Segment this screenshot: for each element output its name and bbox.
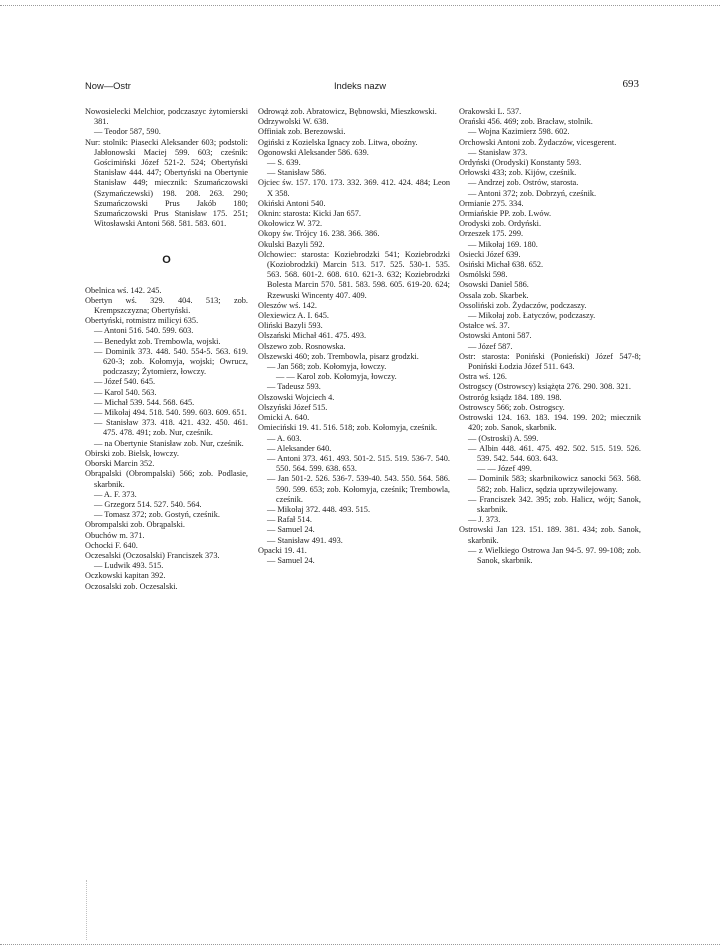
index-subentry: — Mikołaj 494. 518. 540. 599. 603. 609. 651. bbox=[94, 408, 247, 418]
index-entry: Ostrowski Jan 123. 151. 189. 381. 434; zob. Sanok, skarbnik. bbox=[459, 525, 641, 545]
index-entry: Ostrowscy 566; zob. Ostrogscy. bbox=[459, 402, 565, 412]
index-entry: Orański 456. 469; zob. Bracław, stolnik. bbox=[459, 117, 593, 127]
scan-edge-left bbox=[86, 880, 87, 940]
index-entry: Obertyn wś. 329. 404. 513; zob. Krempszczyzna; Obertyński. bbox=[85, 295, 248, 316]
index-subentry: — Albin 448. 461. 475. 492. 502. 515. 519. 526. 539. 542. 544. 603. 643. bbox=[468, 443, 641, 463]
index-entry: Oknin: starosta: Kicki Jan 657. bbox=[258, 209, 362, 219]
index-subentry: — A. 603. bbox=[267, 433, 302, 443]
index-entry: Olszyński Józef 515. bbox=[258, 402, 328, 412]
index-entry: Ostr: starosta: Poniński (Ponieński) Józef 547-8; Poniński Łodzia Józef 511. 643. bbox=[459, 351, 641, 372]
index-subentry: — Stanisław 373. 418. 421. 432. 450. 461. 475. 478. 491; zob. Nur, cześnik. bbox=[94, 418, 248, 438]
index-subentry: — z Wielkiego Ostrowa Jan 94-5. 97. 99-108; zob. Sanok, skarbnik. bbox=[468, 545, 641, 565]
index-entry: Odrowąż zob. Abratowicz, Bębnowski, Mieszkowski. bbox=[258, 107, 437, 116]
index-subentry: — Tadeusz 593. bbox=[267, 382, 321, 392]
index-entry: Ostroróg ksiądz 184. 189. 198. bbox=[459, 392, 562, 402]
index-entry: Oczesalski (Oczosalski) Franciszek 373. bbox=[85, 550, 220, 560]
index-column-1 bbox=[85, 107, 248, 592]
index-entry: Obertyński, rotmistrz milicyi 635. bbox=[85, 316, 199, 326]
index-entry: Ostrogscy (Ostrowscy) książęta 276. 290. 308. 321. bbox=[459, 382, 631, 392]
index-entry: Ostra wś. 126. bbox=[459, 372, 507, 382]
index-subentry: — Stanisław 586. bbox=[267, 168, 327, 178]
index-subentry: — Wojna Kazimierz 598. 602. bbox=[468, 127, 570, 137]
index-entry: Ormiańskie PP. zob. Lwów. bbox=[459, 209, 552, 219]
index-entry: Osowski Daniel 586. bbox=[459, 280, 529, 290]
index-entry: Olszewski 460; zob. Trembowla, pisarz grodzki. bbox=[258, 351, 419, 361]
index-subentry: — J. 373. bbox=[468, 515, 501, 525]
section-letter: O bbox=[162, 254, 171, 267]
index-entry: Ossala zob. Skarbek. bbox=[459, 290, 529, 300]
index-entry: Obrompalski zob. Obrąpalski. bbox=[85, 520, 186, 530]
index-entry: Okulski Bazyli 592. bbox=[258, 239, 325, 249]
index-entry: Ojciec św. 157. 170. 173. 332. 369. 412. 424. 484; Leon X 358. bbox=[258, 178, 450, 198]
index-entry: Nowosielecki Melchior, podczaszyc żytomierski 381. bbox=[85, 107, 248, 127]
index-entry: Ostrowski 124. 163. 183. 194. 199. 202; miecznik 420; zob. Sanok, skarbnik. bbox=[459, 413, 641, 433]
index-entry: Nur: stolnik: Piasecki Aleksander 603; podstoli: Jabłonowski Maciej 599. 603; cześnik: Gościmiński Józef 521-2. 524; Obertyński Stanisław 444. 447; Obertyński na Obertynie Stanisław 449; miecznik: Szumańczowski (Szymańczewski) 198. 208. 263. 290; Szumańczowski Prus Jakób 180; Szumańczowski Prus Stanisław 175. 251; Witosławski Antoni 568. 581. 583. 601. bbox=[85, 137, 248, 229]
index-entry: Orodyski zob. Ordyński. bbox=[459, 219, 542, 229]
index-entry: Orłowski 433; zob. Kijów, cześnik. bbox=[459, 168, 577, 178]
index-subentry: — Teodor 587, 590. bbox=[94, 127, 161, 137]
index-subentry: — Józef 587. bbox=[468, 341, 513, 351]
index-subentry: — Aleksander 640. bbox=[267, 443, 332, 453]
index-entry: Ogonowski Aleksander 586. 639. bbox=[258, 147, 369, 157]
index-subentry: — Franciszek 342. 395; zob. Halicz, wójt; Sanok, skarbnik. bbox=[468, 494, 641, 514]
index-entry: Ormianie 275. 334. bbox=[459, 198, 524, 208]
index-entry: Omieciński 19. 41. 516. 518; zob. Kołomyja, cześnik. bbox=[258, 423, 438, 433]
index-subentry: — Dominik 583; skarbnikowicz sanocki 563. 568. 582; zob. Halicz, sędzia uprzywilejowany. bbox=[468, 474, 641, 494]
index-entry: Osiński Michał 638. 652. bbox=[459, 260, 544, 270]
index-subentry: — (Ostroski) A. 599. bbox=[468, 433, 539, 443]
index-subentry: — Stanisław 491. 493. bbox=[267, 535, 343, 545]
index-subentry: — Michał 539. 544. 568. 645. bbox=[94, 397, 195, 407]
index-entry: Obrąpalski (Obrompalski) 566; zob. Podlasie, skarbnik. bbox=[85, 469, 248, 489]
index-subentry: — Karol 540. 563. bbox=[94, 387, 157, 397]
index-entry: Orzeszek 175. 299. bbox=[459, 229, 524, 239]
index-entry: Osiecki Józef 639. bbox=[459, 249, 521, 259]
index-subentry: — na Obertynie Stanisław zob. Nur, cześnik. bbox=[94, 438, 244, 448]
index-entry: Obelnica wś. 142. 245. bbox=[85, 285, 162, 295]
scan-edge-bottom bbox=[0, 944, 720, 945]
index-entry: Olexiewicz A. I. 645. bbox=[258, 311, 329, 321]
index-entry: Oczosalski zob. Oczesalski. bbox=[85, 581, 178, 591]
index-subentry: — Mikołaj 372. 448. 493. 515. bbox=[267, 504, 371, 514]
index-subentry: — Antoni 373. 461. 493. 501-2. 515. 519. 536-7. 540. 550. 564. 599. 638. 653. bbox=[267, 453, 450, 474]
index-entry: Obuchów m. 371. bbox=[85, 530, 145, 540]
index-column-3 bbox=[459, 107, 641, 566]
index-entry: Okiński Antoni 540. bbox=[258, 198, 326, 208]
running-head-range: Now—Ostr bbox=[85, 80, 131, 91]
index-subentry: — Jan 501-2. 526. 536-7. 539-40. 543. 550. 564. 586. 590. 599. 653; zob. Kołomyja, cześnik; Trembowla, cześnik. bbox=[267, 474, 450, 504]
index-entry: Omicki A. 640. bbox=[258, 413, 310, 423]
index-entry: Ogiński z Kozielska Ignacy zob. Litwa, oboźny. bbox=[258, 137, 418, 147]
scan-edge-top bbox=[0, 5, 720, 6]
index-subentry: — A. F. 373. bbox=[94, 489, 137, 499]
index-entry: Olszański Michał 461. 475. 493. bbox=[258, 331, 367, 341]
index-subentry: — Benedykt zob. Trembowla, wojski. bbox=[94, 336, 221, 346]
index-subentry: — Samuel 24. bbox=[267, 555, 315, 565]
index-entry: Ossoliński zob. Żydaczów, podczaszy. bbox=[459, 300, 587, 310]
index-subentry: — Andrzej zob. Ostrów, starosta. bbox=[468, 178, 579, 188]
index-entry: Ordyński (Orodyski) Konstanty 593. bbox=[459, 158, 582, 168]
index-entry: Okopy św. Trójcy 16. 238. 366. 386. bbox=[258, 229, 380, 239]
index-entry: Osmólski 598. bbox=[459, 270, 508, 280]
index-entry: Oborski Marcin 352. bbox=[85, 459, 155, 469]
index-entry: Opacki 19. 41. bbox=[258, 545, 307, 555]
index-subentry: — Ludwik 493. 515. bbox=[94, 561, 164, 571]
index-entry: Okołowicz W. 372. bbox=[258, 219, 323, 229]
index-entry: Ostowski Antoni 587. bbox=[459, 331, 532, 341]
index-subentry: — Mikołaj zob. Łatyczów, podczaszy. bbox=[468, 311, 596, 321]
index-subentry: — Józef 540. 645. bbox=[94, 377, 156, 387]
index-subentry: — Dominik 373. 448. 540. 554-5. 563. 619. 620-3; zob. Kołomyja, wojski; Owrucz, podczaszy; Żytomierz, łowczy. bbox=[94, 346, 248, 377]
index-entry: Orchowski Antoni zob. Żydaczów, vicesgerent. bbox=[459, 137, 617, 147]
index-entry: Offiniak zob. Berezowski. bbox=[258, 127, 346, 137]
index-entry: Ostałce wś. 37. bbox=[459, 321, 510, 331]
index-entry: Oleszów wś. 142. bbox=[258, 300, 317, 310]
index-subentry: — Antoni 372; zob. Dobrzyń, cześnik. bbox=[468, 188, 597, 198]
index-subentry: — S. 639. bbox=[267, 158, 301, 168]
index-subentry: — Stanisław 373. bbox=[468, 147, 528, 157]
index-subentry: — — Karol zob. Kołomyja, łowczy. bbox=[276, 372, 397, 382]
index-entry: Oliński Bazyli 593. bbox=[258, 321, 323, 331]
index-entry: Odrzywolski W. 638. bbox=[258, 117, 329, 127]
page-number: 693 bbox=[622, 78, 639, 90]
index-subentry: — Mikołaj 169. 180. bbox=[468, 239, 538, 249]
index-subentry: — Grzegorz 514. 527. 540. 564. bbox=[94, 499, 202, 509]
index-entry: Olchowiec: starosta: Koziebrodzki 541; Koziebrodzki (Koziobrodzki) Marcin 513. 517. 525. 530-1. 535. 563. 568. 601-2. 608. 610. 621-3. 632; Koziebrodzki Bolesta Marcin 570. 581. 583. 598. 605. 619-20. 624; Rzewuski Wincenty 407. 409. bbox=[258, 249, 450, 300]
index-subentry: — Jan 568; zob. Kołomyja, łowczy. bbox=[267, 362, 387, 372]
index-column-2 bbox=[258, 107, 450, 566]
index-entry: Obirski zob. Bielsk, łowczy. bbox=[85, 448, 179, 458]
index-entry: Ochocki F. 640. bbox=[85, 540, 138, 550]
index-subentry: — Tomasz 372; zob. Gostyń, cześnik. bbox=[94, 510, 221, 520]
index-subentry: — — Józef 499. bbox=[477, 464, 532, 474]
index-subentry: — Samuel 24. bbox=[267, 525, 315, 535]
index-entry: Olszowski Wojciech 4. bbox=[258, 392, 335, 402]
index-entry: Olszewo zob. Rosnowska. bbox=[258, 341, 346, 351]
index-entry: Oczkowski kapitan 392. bbox=[85, 571, 166, 581]
index-entry: Orakowski L. 537. bbox=[459, 107, 522, 116]
index-subentry: — Antoni 516. 540. 599. 603. bbox=[94, 326, 194, 336]
running-head-title: Indeks nazw bbox=[333, 80, 387, 91]
index-subentry: — Rafał 514. bbox=[267, 515, 312, 525]
